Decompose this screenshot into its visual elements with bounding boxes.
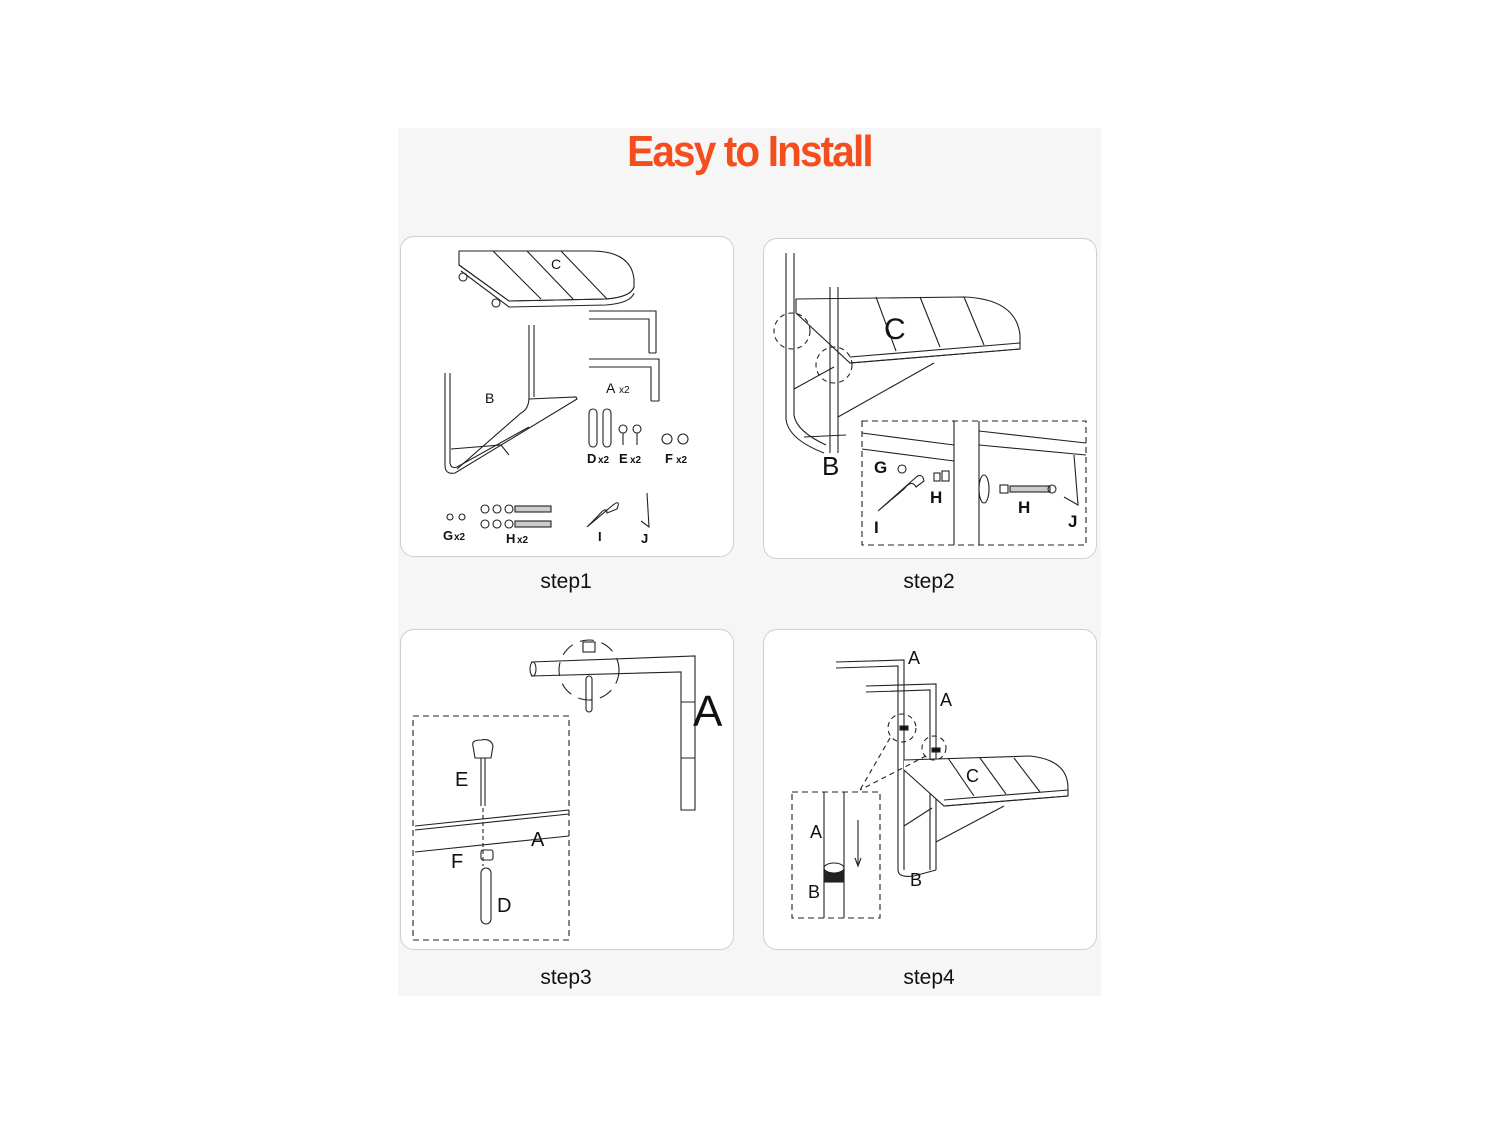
knob-e-illustration [473,740,493,806]
svg-text:B: B [808,882,821,902]
svg-text:J: J [1068,512,1078,531]
svg-text:x2: x2 [630,455,642,466]
svg-text:D: D [497,895,512,917]
svg-text:I: I [598,529,602,544]
svg-text:A: A [606,380,616,396]
step4-diagram [763,629,1097,950]
svg-text:F: F [665,451,673,466]
step1-diagram [400,236,734,557]
step2-caption: step2 [903,570,955,593]
svg-text:F: F [451,851,464,873]
svg-text:A: A [940,690,953,710]
svg-text:x2: x2 [619,385,630,396]
seat-part-c-illustration [459,251,634,307]
svg-text:B: B [910,870,923,890]
svg-text:D: D [587,451,597,466]
svg-text:x2: x2 [676,455,688,466]
svg-text:H: H [930,488,943,507]
svg-text:H: H [1018,498,1031,517]
svg-text:x2: x2 [598,455,610,466]
svg-text:G: G [874,458,888,477]
svg-text:J: J [641,531,649,546]
step4-caption: step4 [903,966,955,989]
step2-diagram [763,238,1097,559]
page-title: Easy to Install [627,127,872,176]
svg-text:E: E [619,451,628,466]
svg-text:x2: x2 [517,535,529,546]
svg-text:B: B [822,451,840,481]
svg-text:G: G [443,528,454,543]
install-sheet [398,128,1101,996]
svg-text:x2: x2 [454,532,466,543]
svg-text:C: C [884,313,906,346]
svg-text:A: A [693,687,723,736]
svg-text:E: E [455,769,469,791]
svg-text:C: C [551,256,562,272]
svg-text:B: B [485,390,495,406]
svg-text:H: H [506,531,516,546]
svg-text:A: A [908,648,921,668]
svg-text:C: C [966,766,979,786]
step1-caption: step1 [540,570,592,593]
bolt-set-h-illustration [481,505,551,528]
frame-part-b-illustration [445,325,577,473]
svg-text:A: A [531,829,545,851]
arm-part-a-illustration [530,642,695,810]
svg-text:A: A [810,822,823,842]
step3-diagram [400,629,734,950]
svg-text:I: I [874,518,879,537]
step3-caption: step3 [540,966,592,989]
